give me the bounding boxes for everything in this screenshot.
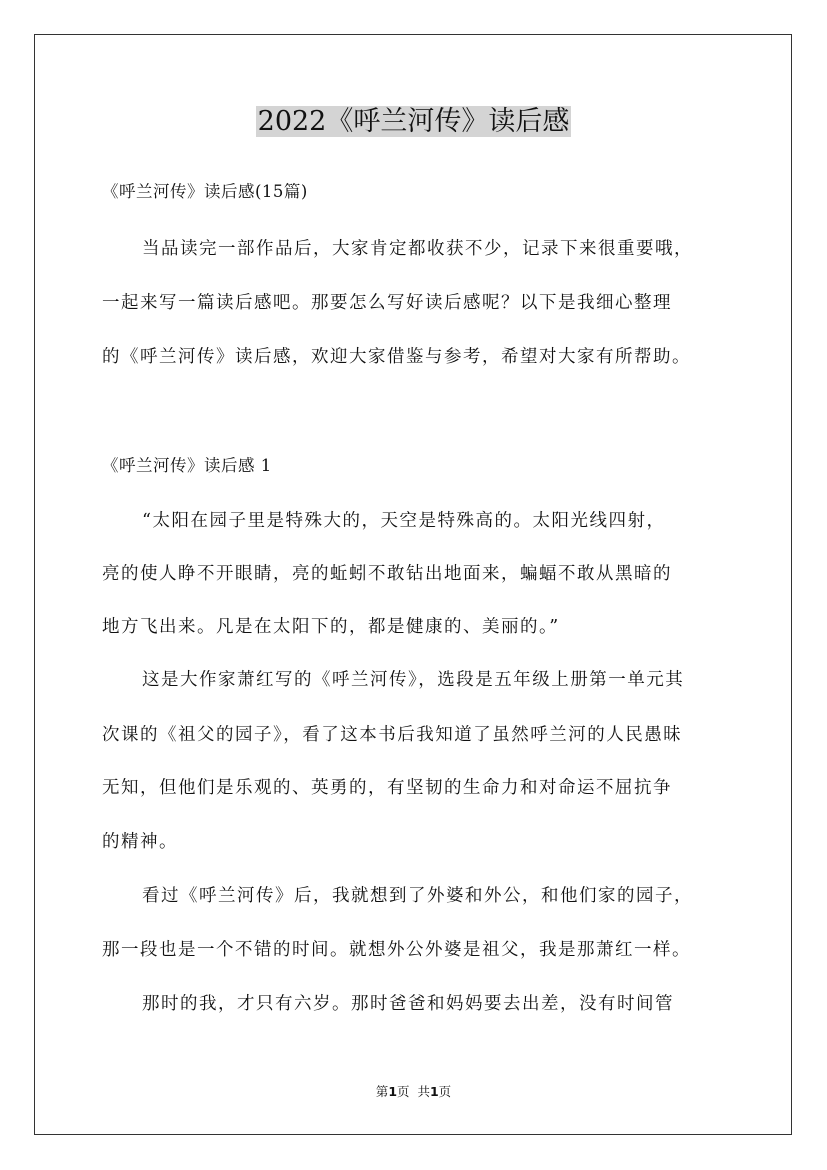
footer-page-suffix: 页 xyxy=(438,1084,452,1099)
document-title xyxy=(0,100,827,144)
intro-line-3: 的《呼兰河传》读后感，欢迎大家借鉴与参考，希望对大家有所帮助。 xyxy=(102,347,691,367)
document-title-text: 2022《呼兰河传》读后感 xyxy=(257,106,570,137)
footer-page-prefix: 第 xyxy=(375,1084,389,1099)
document-subtitle: 《呼兰河传》读后感(15篇) xyxy=(102,182,308,201)
paragraph-2-line-3: 无知，但他们是乐观的、英勇的，有坚韧的生命力和对命运不屈抗争 xyxy=(102,778,672,798)
paragraph-2-line-1: 这是大作家萧红写的《呼兰河传》，选段是五年级上册第一单元其 xyxy=(142,670,685,690)
quote-line-3: 地方飞出来。凡是在太阳下的，都是健康的、美丽的。” xyxy=(102,617,560,637)
quote-line-1: “太阳在园子里是特殊大的，天空是特殊高的。太阳光线四射， xyxy=(142,511,666,531)
paragraph-4-line-1: 那时的我，才只有六岁。那时爸爸和妈妈要去出差，没有时间管 xyxy=(142,994,674,1014)
page-footer xyxy=(0,1082,827,1102)
section-heading: 《呼兰河传》读后感 1 xyxy=(102,456,272,475)
intro-line-2: 一起来写一篇读后感吧。那要怎么写好读后感呢？以下是我细心整理 xyxy=(102,293,672,313)
paragraph-3-line-2: 那一段也是一个不错的时间。就想外公外婆是祖父，我是那萧红一样。 xyxy=(102,940,691,960)
intro-line-1: 当品读完一部作品后，大家肯定都收获不少，记录下来很重要哦， xyxy=(142,239,693,259)
quote-line-2: 亮的使人睁不开眼睛，亮的蚯蚓不敢钻出地面来，蝙蝠不敢从黑暗的 xyxy=(102,564,672,584)
paragraph-2-line-2: 次课的《祖父的园子》，看了这本书后我知道了虽然呼兰河的人民愚昧 xyxy=(102,725,683,745)
paragraph-2-line-4: 的精神。 xyxy=(102,832,178,852)
paragraph-3-line-1: 看过《呼兰河传》后，我就想到了外婆和外公，和他们家的园子， xyxy=(142,886,693,906)
footer-page-total: 1 xyxy=(429,1084,439,1099)
footer-page-mid: 页 共 xyxy=(397,1084,430,1099)
footer-page-current: 1 xyxy=(388,1084,398,1099)
